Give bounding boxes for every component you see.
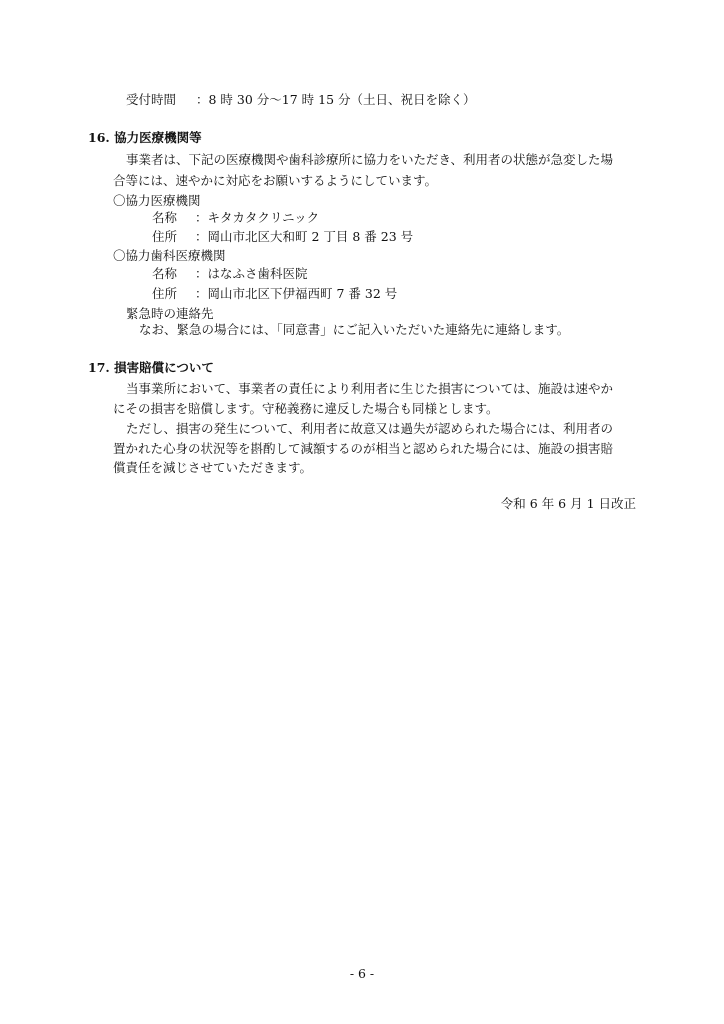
dental-name-value: ：はなふさ歯科医院 [195, 266, 308, 281]
medical-name-value: ：キタカタクリニック [195, 210, 320, 225]
medical-name-label: 名称 [152, 210, 178, 225]
dental-name-label: 名称 [152, 266, 178, 281]
section-17-heading: 17. 損害賠償について [88, 360, 214, 375]
medical-institution-title: 〇協力医療機関 [113, 193, 201, 208]
revision-note: 令和 6 年 6 月 1 日改正 [500, 496, 636, 511]
section-17-paragraph-2-line-2: 置かれた心身の状況等を斟酌して減額するのが相当と認められた場合には、施設の損害賠 [113, 441, 614, 456]
dental-address-label: 住所 [152, 286, 178, 301]
section-16-paragraph-line-2: 合等には、速やかに対応をお願いするようにしています。 [113, 173, 438, 188]
dental-institution-title: 〇協力歯科医療機関 [113, 248, 226, 263]
section-16-paragraph-line-1: 事業者は、下記の医療機関や歯科診療所に協力をいただき、利用者の状態が急変した場 [126, 152, 614, 167]
reception-hours-label: 受付時間 [126, 92, 177, 107]
section-17-paragraph-1-line-2: にその損害を賠償します。守秘義務に違反した場合も同様とします。 [113, 401, 499, 416]
emergency-contact-text: なお、緊急の場合には、「同意書」にご記入いただいた連絡先に連絡します。 [139, 322, 570, 337]
emergency-contact-title: 緊急時の連絡先 [126, 306, 214, 321]
medical-address-value: ：岡山市北区大和町 2 丁目 8 番 23 号 [195, 229, 414, 244]
section-17-paragraph-2-line-1: ただし、損害の発生について、利用者に故意又は過失が認められた場合には、利用者の [126, 421, 614, 436]
section-17-paragraph-2-line-3: 償責任を減じさせていただきます。 [113, 460, 313, 475]
dental-address-value: ：岡山市北区下伊福西町 7 番 32 号 [195, 286, 398, 301]
page-number: - 6 - [349, 966, 375, 981]
section-16-heading: 16. 協力医療機関等 [88, 130, 202, 145]
section-17-paragraph-1-line-1: 当事業所において、事業者の責任により利用者に生じた損害については、施設は速やか [126, 381, 614, 396]
medical-address-label: 住所 [152, 229, 178, 244]
reception-hours-value: ：8 時 30 分～17 時 15 分（土日、祝日を除く） [196, 92, 476, 107]
